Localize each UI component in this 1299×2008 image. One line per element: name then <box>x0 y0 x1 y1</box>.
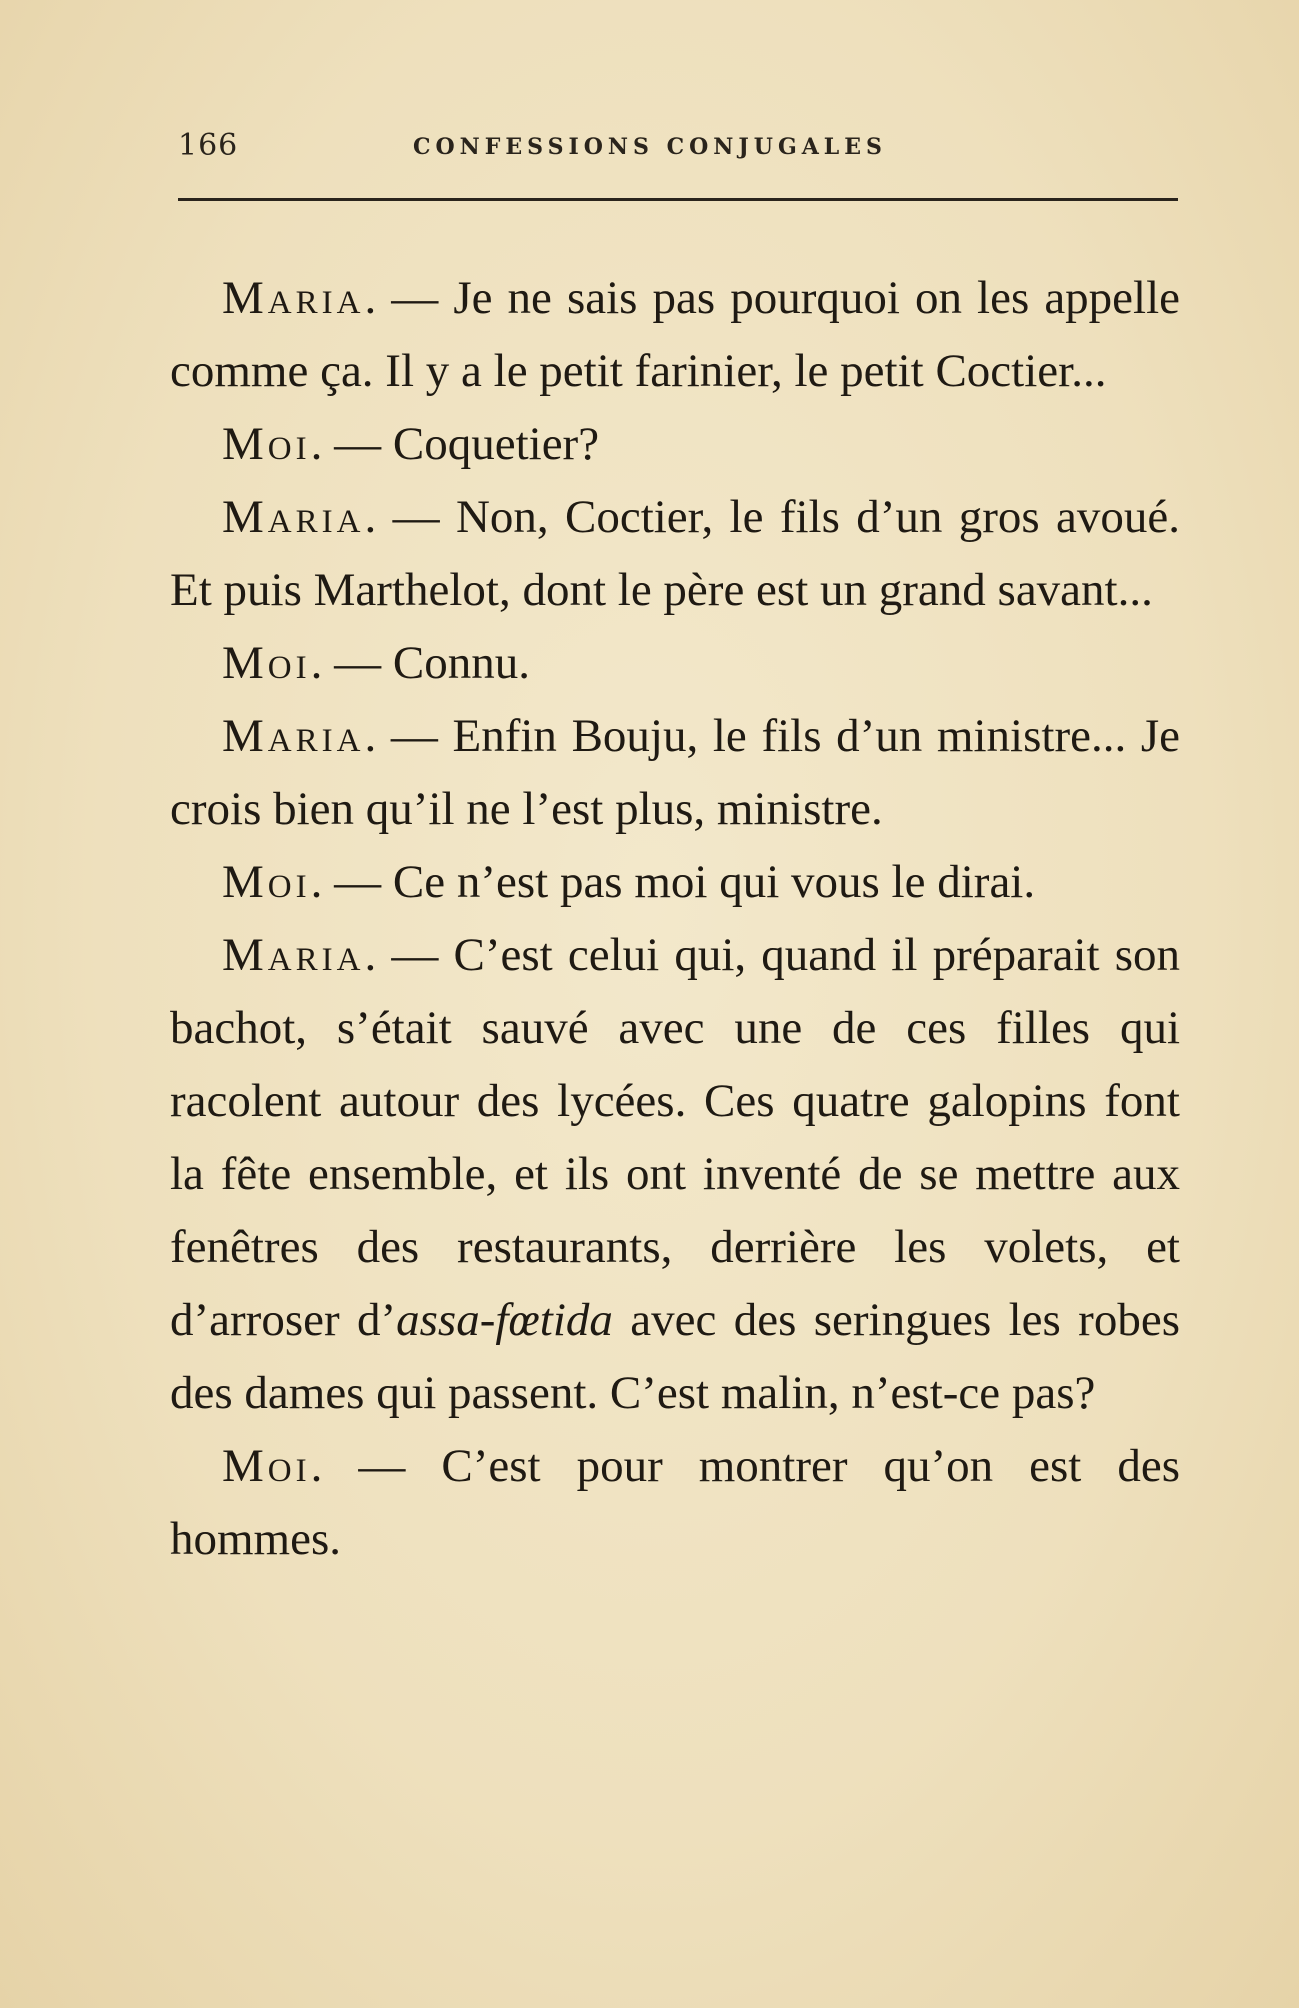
speaker-name: Maria <box>222 929 365 981</box>
speech-text-continued: avec des seringues les robes des dames qui passent. C’est malin, n’est-ce pas? <box>170 1294 1180 1419</box>
page-header <box>178 128 1178 168</box>
dialogue-paragraph <box>170 919 1180 1430</box>
speech-text: Non, Coctier, le fils d’un gros avoué. Et puis Marthelot, dont le père est un grand savant... <box>170 491 1180 616</box>
dialogue-paragraph <box>170 408 1180 481</box>
speaker-name: Maria <box>222 491 365 543</box>
dialogue-paragraph <box>170 846 1180 919</box>
dialogue-text <box>170 262 1180 1576</box>
dash-separator: . — <box>364 929 454 981</box>
speech-text: Ce n’est pas moi qui vous le dirai. <box>392 856 1036 908</box>
speech-text: C’est pour montrer qu’on est des hommes. <box>170 1440 1181 1565</box>
speaker-name: Moi <box>222 856 311 908</box>
italic-term: assa-fœtida <box>396 1294 613 1346</box>
speech-text: Connu. <box>392 637 530 689</box>
dialogue-paragraph <box>170 262 1180 408</box>
dialogue-paragraph <box>170 1430 1180 1576</box>
dash-separator: . — <box>310 418 393 470</box>
dialogue-paragraph <box>170 700 1180 846</box>
speech-text: Enfin Bouju, le fils d’un ministre... Je crois bien qu’il ne l’est plus, ministre. <box>170 710 1181 835</box>
speaker-name: Maria <box>222 710 365 762</box>
speech-text: Coquetier? <box>392 418 600 470</box>
dash-separator: . — <box>364 272 454 324</box>
speech-text: C’est celui qui, quand il préparait son bachot, s’était sauvé avec une de ces filles qui racolent autour des lycées. Ces quatre galopins font la fête ensemble, et ils ont inventé de se mettre aux fenêtres des restaurants, derrière les volets, et d’arroser d’ <box>170 929 1181 1346</box>
header-rule <box>178 198 1178 201</box>
dash-separator: . — <box>310 856 393 908</box>
dialogue-paragraph <box>170 481 1180 627</box>
speech-text: Je ne sais pas pourquoi on les appelle comme ça. Il y a le petit farinier, le petit Coctier... <box>170 272 1181 397</box>
dash-separator: . — <box>364 491 456 543</box>
running-title: CONFESSIONS CONJUGALES <box>413 134 887 160</box>
dash-separator: . — <box>364 710 453 762</box>
speaker-name: Moi <box>222 418 311 470</box>
dash-separator: . — <box>310 637 393 689</box>
page-number: 166 <box>178 128 239 163</box>
speaker-name: Maria <box>222 272 365 324</box>
speaker-name: Moi <box>222 1440 311 1492</box>
dash-separator: . — <box>310 1440 442 1492</box>
dialogue-paragraph <box>170 627 1180 700</box>
speaker-name: Moi <box>222 637 311 689</box>
